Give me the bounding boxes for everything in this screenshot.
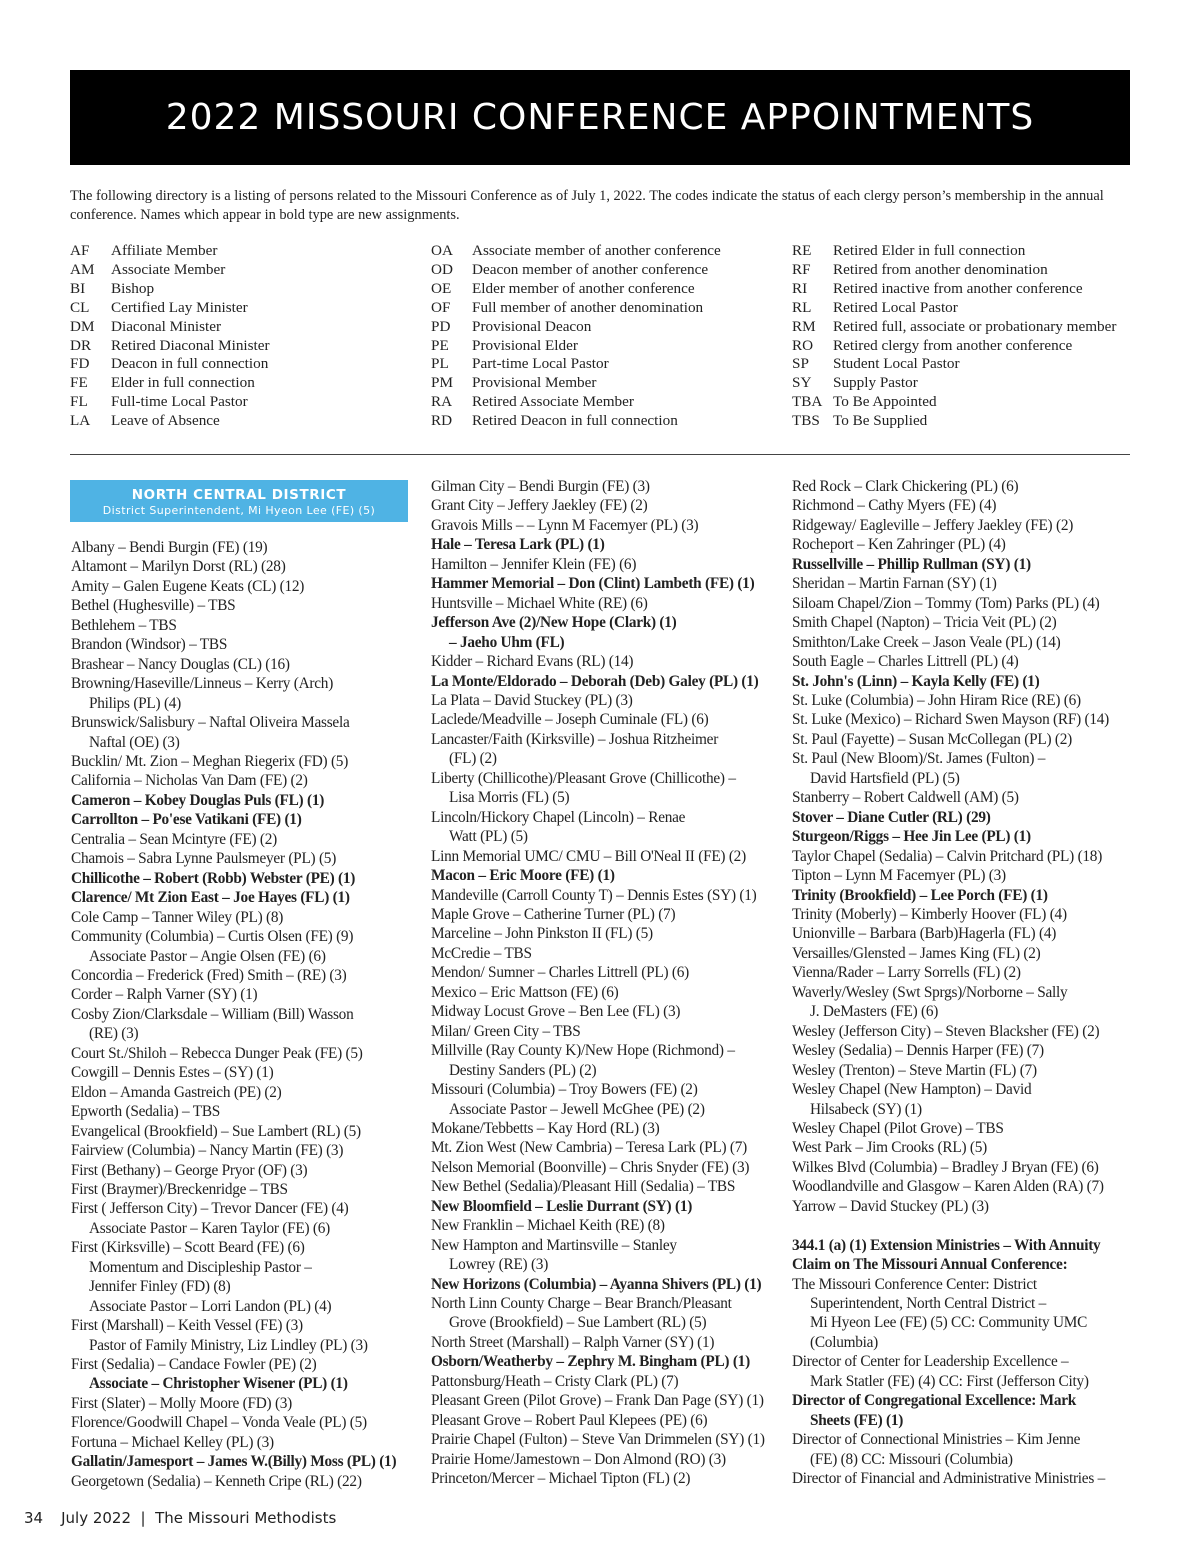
appointment-entry-continued: Grove (Brookfield) – Sue Lambert (RL) (5)	[449, 1314, 707, 1332]
code-abbrev: SY	[792, 374, 812, 392]
appointment-entry: Red Rock – Clark Chickering (PL) (6)	[792, 478, 1019, 495]
appointment-entry: Georgetown (Sedalia) – Kenneth Cripe (RL) (22)	[71, 1472, 362, 1490]
code-label: Retired from another denomination	[833, 260, 1048, 278]
code-abbrev: OD	[431, 260, 453, 278]
appointment-entry: Wilkes Blvd (Columbia) – Bradley J Bryan (FE) (6)	[792, 1158, 1099, 1176]
code-label: Provisional Elder	[472, 336, 578, 354]
title-banner	[70, 70, 1130, 165]
district-header	[70, 480, 408, 522]
code-label: Diaconal Minister	[111, 317, 222, 335]
code-label: Supply Pastor	[833, 374, 918, 392]
appointment-entry: Fairview (Columbia) – Nancy Martin (FE) (3)	[71, 1142, 344, 1160]
code-abbrev: RA	[431, 393, 453, 411]
appointment-entry: Browning/Haseville/Linneus – Kerry (Arch)	[71, 675, 334, 693]
code-label: Retired inactive from another conference	[833, 279, 1083, 297]
code-abbrev: BI	[70, 279, 86, 297]
appointment-entry: Bucklin/ Mt. Zion – Meghan Riegerix (FD) (5)	[71, 752, 349, 770]
appointment-entry: Huntsville – Michael White (RE) (6)	[431, 594, 648, 612]
appointment-entry: Trinity (Brookfield) – Lee Porch (FE) (1)	[792, 886, 1048, 904]
appointment-entry: Wesley (Sedalia) – Dennis Harper (FE) (7)	[792, 1042, 1044, 1060]
code-row	[70, 299, 270, 318]
appointment-entry: La Plata – David Stuckey (PL) (3)	[431, 691, 633, 709]
code-row	[431, 280, 721, 299]
code-row	[70, 337, 270, 356]
appointment-entry-continued: David Hartsfield (PL) (5)	[810, 769, 960, 787]
appointment-entry: Bethel (Hughesville) – TBS	[71, 597, 236, 615]
appointment-entry-continued: Lowrey (RE) (3)	[449, 1256, 549, 1274]
appointment-entry: Millville (Ray County K)/New Hope (Richmond) –	[431, 1042, 735, 1060]
appointment-entry: Hamilton – Jennifer Klein (FE) (6)	[431, 555, 637, 573]
appointment-entry: Wesley Chapel (New Hampton) – David	[792, 1081, 1032, 1099]
appointment-entry: North Linn County Charge – Bear Branch/Pleasant	[431, 1295, 732, 1313]
appointment-entry: California – Nicholas Van Dam (FE) (2)	[71, 772, 308, 790]
appointment-entry: Trinity (Moberly) – Kimberly Hoover (FL) (4)	[792, 905, 1067, 923]
appointment-entry: Woodlandville and Glasgow – Karen Alden (RA) (7)	[792, 1178, 1104, 1196]
code-abbrev: PM	[431, 374, 453, 392]
appointment-entry-continued: Mi Hyeon Lee (FE) (5) CC: Community UMC	[810, 1314, 1088, 1332]
appointment-entry-continued: Naftal (OE) (3)	[89, 733, 180, 751]
appointment-entry: Lincoln/Hickory Chapel (Lincoln) – Renae	[431, 808, 686, 826]
code-label: Retired Deacon in full connection	[472, 412, 678, 430]
code-label: Retired full, associate or probationary member	[833, 317, 1117, 335]
page-number: 34	[24, 1509, 44, 1527]
appointment-entry-continued: Superintendent, North Central District –	[810, 1295, 1046, 1313]
code-label: To Be Supplied	[833, 412, 928, 430]
appointment-entry: New Horizons (Columbia) – Ayanna Shivers (PL) (1)	[431, 1275, 762, 1293]
code-row	[431, 412, 721, 431]
appointment-entry-continued: Destiny Sanders (PL) (2)	[449, 1061, 597, 1079]
code-abbrev: OA	[431, 242, 453, 259]
appointment-entry: Russellville – Phillip Rullman (SY) (1)	[792, 555, 1031, 573]
code-row	[792, 261, 1116, 280]
appointment-entry: Cowgill – Dennis Estes – (SY) (1)	[71, 1064, 274, 1082]
code-abbrev: OE	[431, 279, 452, 297]
code-label: Provisional Deacon	[472, 317, 592, 335]
code-row	[792, 393, 1116, 412]
appointment-entry: Nelson Memorial (Boonville) – Chris Snyder (FE) (3)	[431, 1158, 750, 1176]
appointment-entry: Wesley Chapel (Pilot Grove) – TBS	[792, 1119, 1004, 1137]
code-row	[792, 412, 1116, 431]
appointment-entry: Mokane/Tebbetts – Kay Hord (RL) (3)	[431, 1119, 660, 1137]
appointment-entry: Pleasant Green (Pilot Grove) – Frank Dan Page (SY) (1)	[431, 1392, 764, 1410]
appointment-entry: Princeton/Mercer – Michael Tipton (FL) (2)	[431, 1470, 691, 1488]
code-row	[792, 242, 1116, 261]
code-label: Student Local Pastor	[833, 355, 960, 373]
code-abbrev: PD	[431, 317, 451, 335]
code-label: Deacon in full connection	[111, 355, 269, 373]
code-row	[70, 261, 270, 280]
appointment-entry: Director of Congregational Excellence: Mark	[792, 1392, 1077, 1410]
code-abbrev: PL	[431, 355, 449, 373]
appointment-entry-continued: – Jaeho Uhm (FL)	[449, 633, 565, 651]
code-abbrev: RF	[792, 260, 811, 278]
issue-info: July 2022 | The Missouri Methodists	[61, 1509, 337, 1527]
appointment-entry: Pattonsburg/Heath – Cristy Clark (PL) (7)	[431, 1372, 679, 1390]
intro-paragraph: The following directory is a listing of persons related to the Missouri Conference as of July 1, 2022. The codes indicate the status of each clergy person’s membership in the annual conference. Names which appear in bold type are new assignments.	[70, 188, 1104, 223]
code-abbrev: RD	[431, 412, 453, 430]
appointments-column	[792, 477, 1137, 1489]
code-row	[431, 242, 721, 261]
code-label: Leave of Absence	[111, 412, 220, 430]
district-name: NORTH CENTRAL DISTRICT	[131, 487, 347, 503]
code-abbrev: PE	[431, 336, 449, 354]
appointment-entry: Florence/Goodwill Chapel – Vonda Veale (PL) (5)	[71, 1414, 367, 1432]
code-label: Associate member of another conference	[472, 242, 721, 259]
code-label: Retired Associate Member	[472, 393, 634, 411]
appointment-entry-continued: Associate – Christopher Wisener (PL) (1)	[89, 1375, 348, 1393]
appointment-entry-continued: Philips (PL) (4)	[89, 694, 182, 712]
appointment-entry: Corder – Ralph Varner (SY) (1)	[71, 986, 258, 1004]
appointment-entry: Siloam Chapel/Zion – Tommy (Tom) Parks (PL) (4)	[792, 594, 1100, 612]
code-row	[792, 318, 1116, 337]
appointment-entry: La Monte/Eldorado – Deborah (Deb) Galey (PL) (1)	[431, 672, 759, 690]
code-abbrev: RO	[792, 336, 814, 354]
appointment-entry-continued: Jennifer Finley (FD) (8)	[89, 1278, 231, 1296]
code-row	[70, 412, 270, 431]
code-row	[431, 393, 721, 412]
code-row	[70, 318, 270, 337]
appointment-entry: Chamois – Sabra Lynne Paulsmeyer (PL) (5)	[71, 850, 337, 868]
appointment-entry: Milan/ Green City – TBS	[431, 1022, 581, 1040]
appointment-entry: New Franklin – Michael Keith (RE) (8)	[431, 1217, 665, 1235]
appointment-entry: New Hampton and Martinsville – Stanley	[431, 1236, 677, 1254]
appointment-entry: Tipton – Lynn M Facemyer (PL) (3)	[792, 867, 1006, 885]
appointment-entry: Jefferson Ave (2)/New Hope (Clark) (1)	[431, 614, 677, 632]
appointment-entry: Community (Columbia) – Curtis Olsen (FE) (9)	[71, 928, 354, 946]
appointment-entry-continued: Hilsabeck (SY) (1)	[810, 1100, 922, 1118]
code-row	[792, 299, 1116, 318]
code-row	[431, 337, 721, 356]
page-footer	[24, 1509, 336, 1527]
appointment-entry: Liberty (Chillicothe)/Pleasant Grove (Chillicothe) –	[431, 769, 736, 787]
code-abbrev: RE	[792, 242, 812, 259]
code-row	[70, 355, 270, 374]
appointment-entry: Director of Financial and Administrative Ministries –	[792, 1470, 1106, 1488]
appointment-entry-continued: Associate Pastor – Lorri Landon (PL) (4)	[89, 1297, 332, 1315]
appointment-entry: Chillicothe – Robert (Robb) Webster (PE) (1)	[71, 869, 356, 887]
code-row	[431, 261, 721, 280]
appointment-entry: Concordia – Frederick (Fred) Smith – (RE) (3)	[71, 966, 347, 984]
code-row	[792, 355, 1116, 374]
appointment-entry-continued: Associate Pastor – Karen Taylor (FE) (6)	[89, 1219, 330, 1237]
appointment-entry: Director of Connectional Ministries – Kim Jenne	[792, 1431, 1081, 1449]
code-label: Full-time Local Pastor	[111, 393, 248, 411]
code-label: Retired Diaconal Minister	[111, 336, 270, 354]
code-label: Certified Lay Minister	[111, 298, 248, 316]
appointment-entry: Evangelical (Brookfield) – Sue Lambert (RL) (5)	[71, 1122, 361, 1140]
appointment-entry: Sturgeon/Riggs – Hee Jin Lee (PL) (1)	[792, 828, 1031, 846]
appointment-entry: Macon – Eric Moore (FE) (1)	[431, 867, 615, 885]
appointment-entry: First (Kirksville) – Scott Beard (FE) (6)	[71, 1239, 305, 1257]
code-label: Deacon member of another conference	[472, 260, 709, 278]
codes-column	[792, 242, 1116, 431]
appointment-entry: Brunswick/Salisbury – Naftal Oliveira Massela	[71, 714, 350, 732]
appointment-entry: Midway Locust Grove – Ben Lee (FL) (3)	[431, 1003, 681, 1021]
appointment-entry: Centralia – Sean Mcintyre (FE) (2)	[71, 830, 278, 848]
appointment-entry: Prairie Home/Jamestown – Don Almond (RO) (3)	[431, 1450, 726, 1468]
appointment-entry: First (Marshall) – Keith Vessel (FE) (3)	[71, 1317, 303, 1335]
appointment-entry: Stover – Diane Cutler (RL) (29)	[792, 808, 991, 826]
appointment-entry: First ( Jefferson City) – Trevor Dancer (FE) (4)	[71, 1200, 349, 1218]
appointment-entry: Fortuna – Michael Kelley (PL) (3)	[71, 1433, 274, 1451]
code-row	[70, 393, 270, 412]
appointment-entry: Smith Chapel (Napton) – Tricia Veit (PL) (2)	[792, 614, 1057, 632]
codes-column	[70, 242, 270, 431]
appointment-entry: Laclede/Meadville – Joseph Cuminale (FL) (6)	[431, 711, 709, 729]
code-row	[70, 280, 270, 299]
code-label: Associate Member	[111, 260, 226, 278]
appointment-entry: Cosby Zion/Clarksdale – William (Bill) Wasson	[71, 1005, 354, 1023]
appointment-entry: Brashear – Nancy Douglas (CL) (16)	[71, 655, 290, 673]
code-row	[431, 318, 721, 337]
section-divider	[70, 454, 1130, 455]
appointment-entry: Eldon – Amanda Gastreich (PE) (2)	[71, 1083, 282, 1101]
appointment-entry-continued: Watt (PL) (5)	[449, 828, 528, 846]
appointment-entry: First (Sedalia) – Candace Fowler (PE) (2)	[71, 1356, 317, 1374]
appointment-entry: Stanberry – Robert Caldwell (AM) (5)	[792, 789, 1019, 807]
code-abbrev: RI	[792, 279, 808, 297]
code-label: Full member of another denomination	[472, 298, 704, 316]
appointment-entry: Altamont – Marilyn Dorst (RL) (28)	[71, 558, 286, 576]
appointment-entry: Mexico – Eric Mattson (FE) (6)	[431, 983, 619, 1001]
appointment-entry: Hale – Teresa Lark (PL) (1)	[431, 536, 605, 554]
appointment-entry: St. Luke (Columbia) – John Hiram Rice (RE) (6)	[792, 691, 1081, 709]
code-label: To Be Appointed	[833, 393, 937, 411]
appointment-entry: Mendon/ Sumner – Charles Littrell (PL) (6)	[431, 964, 689, 982]
appointment-entry: Gilman City – Bendi Burgin (FE) (3)	[431, 478, 650, 495]
appointment-entry: Director of Center for Leadership Excellence –	[792, 1353, 1069, 1371]
code-abbrev: DR	[70, 336, 92, 354]
appointment-entry: Wesley (Jefferson City) – Steven Blacksher (FE) (2)	[792, 1022, 1100, 1040]
appointment-entry: Kidder – Richard Evans (RL) (14)	[431, 653, 634, 671]
code-row	[792, 280, 1116, 299]
appointment-entry: Prairie Chapel (Fulton) – Steve Van Drimmelen (SY) (1)	[431, 1431, 765, 1449]
appointment-entry: Brandon (Windsor) – TBS	[71, 636, 228, 654]
appointment-entry-continued: Associate Pastor – Angie Olsen (FE) (6)	[89, 947, 326, 965]
appointment-entry: St. Luke (Mexico) – Richard Swen Mayson (RF) (14)	[792, 711, 1110, 729]
appointment-entry-continued: Sheets (FE) (1)	[810, 1411, 904, 1429]
appointment-entry: North Street (Marshall) – Ralph Varner (SY) (1)	[431, 1333, 715, 1351]
code-abbrev: CL	[70, 298, 90, 316]
appointment-entry-continued: (FL) (2)	[449, 750, 497, 768]
code-label: Elder in full connection	[111, 374, 255, 392]
appointment-entry-continued: Lisa Morris (FL) (5)	[449, 789, 570, 807]
appointment-entry: Mt. Zion West (New Cambria) – Teresa Lark (PL) (7)	[431, 1139, 747, 1157]
appointment-entry: Gallatin/Jamesport – James W.(Billy) Moss (PL) (1)	[71, 1453, 397, 1471]
code-abbrev: AM	[70, 260, 95, 278]
code-label: Retired clergy from another conference	[833, 336, 1073, 354]
appointment-entry: Lancaster/Faith (Kirksville) – Joshua Ritzheimer	[431, 730, 719, 748]
code-abbrev: RM	[792, 317, 816, 335]
code-row	[792, 374, 1116, 393]
appointment-entry: Grant City – Jeffery Jaekley (FE) (2)	[431, 497, 648, 515]
appointment-entry: New Bethel (Sedalia)/Pleasant Hill (Sedalia) – TBS	[431, 1178, 736, 1196]
code-abbrev: FL	[70, 393, 88, 411]
appointment-entry: Waverly/Wesley (Swt Sprgs)/Norborne – Sally	[792, 983, 1068, 1001]
appointment-entry: Osborn/Weatherby – Zephry M. Bingham (PL) (1)	[431, 1353, 750, 1371]
appointment-entry: McCredie – TBS	[431, 944, 532, 962]
code-abbrev: SP	[792, 355, 809, 373]
code-abbrev: DM	[70, 317, 95, 335]
appointment-entry: Ridgeway/ Eagleville – Jeffery Jaekley (FE) (2)	[792, 516, 1074, 534]
spacer	[792, 1216, 1137, 1235]
appointment-entry: Albany – Bendi Burgin (FE) (19)	[71, 539, 268, 556]
appointment-entry: Epworth (Sedalia) – TBS	[71, 1103, 221, 1121]
appointment-entry: Sheridan – Martin Farnan (SY) (1)	[792, 575, 997, 593]
appointment-entry-continued: J. DeMasters (FE) (6)	[810, 1003, 939, 1021]
appointment-entry-continued: Mark Statler (FE) (4) CC: First (Jefferson City)	[810, 1372, 1089, 1390]
appointments-column	[71, 538, 421, 1491]
code-row	[431, 374, 721, 393]
code-label: Bishop	[111, 279, 155, 297]
appointment-entry-continued: (FE) (8) CC: Missouri (Columbia)	[810, 1450, 1013, 1468]
appointment-entry: Rocheport – Ken Zahringer (PL) (4)	[792, 536, 1006, 554]
appointment-entry: Hammer Memorial – Don (Clint) Lambeth (FE) (1)	[431, 575, 755, 593]
code-label: Elder member of another conference	[472, 279, 695, 297]
appointment-entry: Gravois Mills – – Lynn M Facemyer (PL) (3)	[431, 516, 699, 534]
appointment-entry-continued: Momentum and Discipleship Pastor –	[89, 1258, 312, 1276]
appointment-entry-continued: (RE) (3)	[89, 1025, 139, 1043]
appointment-entry: First (Bethany) – George Pryor (OF) (3)	[71, 1161, 308, 1179]
code-label: Part-time Local Pastor	[472, 355, 609, 373]
appointment-entry-continued: (Columbia)	[810, 1333, 879, 1351]
code-abbrev: FD	[70, 355, 90, 373]
appointment-entry: Claim on The Missouri Annual Conference:	[792, 1256, 1068, 1274]
appointment-entry-continued: Associate Pastor – Jewell McGhee (PE) (2)	[449, 1100, 705, 1118]
appointment-entry: Unionville – Barbara (Barb)Hagerla (FL) (4)	[792, 925, 1057, 943]
appointment-entry: Missouri (Columbia) – Troy Bowers (FE) (2)	[431, 1081, 698, 1099]
appointment-entry: Yarrow – David Stuckey (PL) (3)	[792, 1197, 989, 1215]
appointment-entry: Smithton/Lake Creek – Jason Veale (PL) (14)	[792, 633, 1061, 651]
appointment-entry: Carrollton – Po'ese Vatikani (FE) (1)	[71, 811, 302, 829]
code-label: Affiliate Member	[111, 242, 218, 259]
appointment-entry: New Bloomfield – Leslie Durrant (SY) (1)	[431, 1197, 693, 1215]
appointment-entry: Court St./Shiloh – Rebecca Dunger Peak (FE) (5)	[71, 1044, 363, 1062]
appointment-entry: Richmond – Cathy Myers (FE) (4)	[792, 497, 997, 515]
code-abbrev: LA	[70, 412, 91, 430]
code-label: Retired Local Pastor	[833, 298, 958, 316]
appointment-entry: St. John's (Linn) – Kayla Kelly (FE) (1)	[792, 672, 1040, 690]
appointment-entry: 344.1 (a) (1) Extension Ministries – With Annuity	[792, 1236, 1101, 1254]
code-abbrev: TBS	[792, 412, 820, 430]
appointment-entry: First (Slater) – Molly Moore (FD) (3)	[71, 1394, 293, 1412]
page-title: 2022 MISSOURI CONFERENCE APPOINTMENTS	[165, 97, 1035, 138]
code-row	[431, 299, 721, 318]
code-row	[792, 337, 1116, 356]
appointment-entry: Clarence/ Mt Zion East – Joe Hayes (FL) (1)	[71, 889, 350, 907]
district-superintendent: District Superintendent, Mi Hyeon Lee (FE) (5)	[102, 504, 376, 517]
code-abbrev: TBA	[792, 393, 823, 411]
appointment-entry: Vienna/Rader – Larry Sorrells (FL) (2)	[792, 964, 1021, 982]
appointment-entry: West Park – Jim Crooks (RL) (5)	[792, 1139, 987, 1157]
code-label: Retired Elder in full connection	[833, 242, 1026, 259]
appointment-entry: Wesley (Trenton) – Steve Martin (FL) (7)	[792, 1061, 1037, 1079]
appointment-entry-continued: Pastor of Family Ministry, Liz Lindley (PL) (3)	[89, 1336, 368, 1354]
appointment-entry: Mandeville (Carroll County T) – Dennis Estes (SY) (1)	[431, 886, 757, 904]
code-abbrev: RL	[792, 298, 812, 316]
appointment-entry: Bethlehem – TBS	[71, 616, 177, 634]
appointment-entry: Linn Memorial UMC/ CMU – Bill O'Neal II (FE) (2)	[431, 847, 746, 865]
appointment-entry: St. Paul (New Bloom)/St. James (Fulton) –	[792, 750, 1046, 768]
appointment-entry: St. Paul (Fayette) – Susan McCollegan (PL) (2)	[792, 730, 1072, 748]
appointment-entry: Cole Camp – Tanner Wiley (PL) (8)	[71, 908, 284, 926]
appointment-entry: Marceline – John Pinkston II (FL) (5)	[431, 925, 653, 943]
appointment-entry: Versailles/Glensted – James King (FL) (2)	[792, 944, 1041, 962]
code-row	[70, 374, 270, 393]
code-label: Provisional Member	[472, 374, 597, 392]
code-row	[70, 242, 270, 261]
appointment-entry: Amity – Galen Eugene Keats (CL) (12)	[71, 577, 305, 595]
code-abbrev: OF	[431, 298, 451, 316]
appointment-entry: Cameron – Kobey Douglas Puls (FL) (1)	[71, 791, 325, 809]
code-row	[431, 355, 721, 374]
appointment-entry: Taylor Chapel (Sedalia) – Calvin Pritchard (PL) (18)	[792, 847, 1103, 865]
code-abbrev: FE	[70, 374, 88, 392]
code-abbrev: AF	[70, 242, 90, 259]
appointment-entry: The Missouri Conference Center: District	[792, 1275, 1037, 1293]
appointment-entry: Pleasant Grove – Robert Paul Klepees (PE) (6)	[431, 1411, 708, 1429]
appointment-entry: Maple Grove – Catherine Turner (PL) (7)	[431, 905, 676, 923]
codes-column	[431, 242, 721, 431]
appointments-column	[431, 477, 781, 1489]
appointment-entry: First (Braymer)/Breckenridge – TBS	[71, 1180, 288, 1198]
appointment-entry: South Eagle – Charles Littrell (PL) (4)	[792, 653, 1019, 671]
